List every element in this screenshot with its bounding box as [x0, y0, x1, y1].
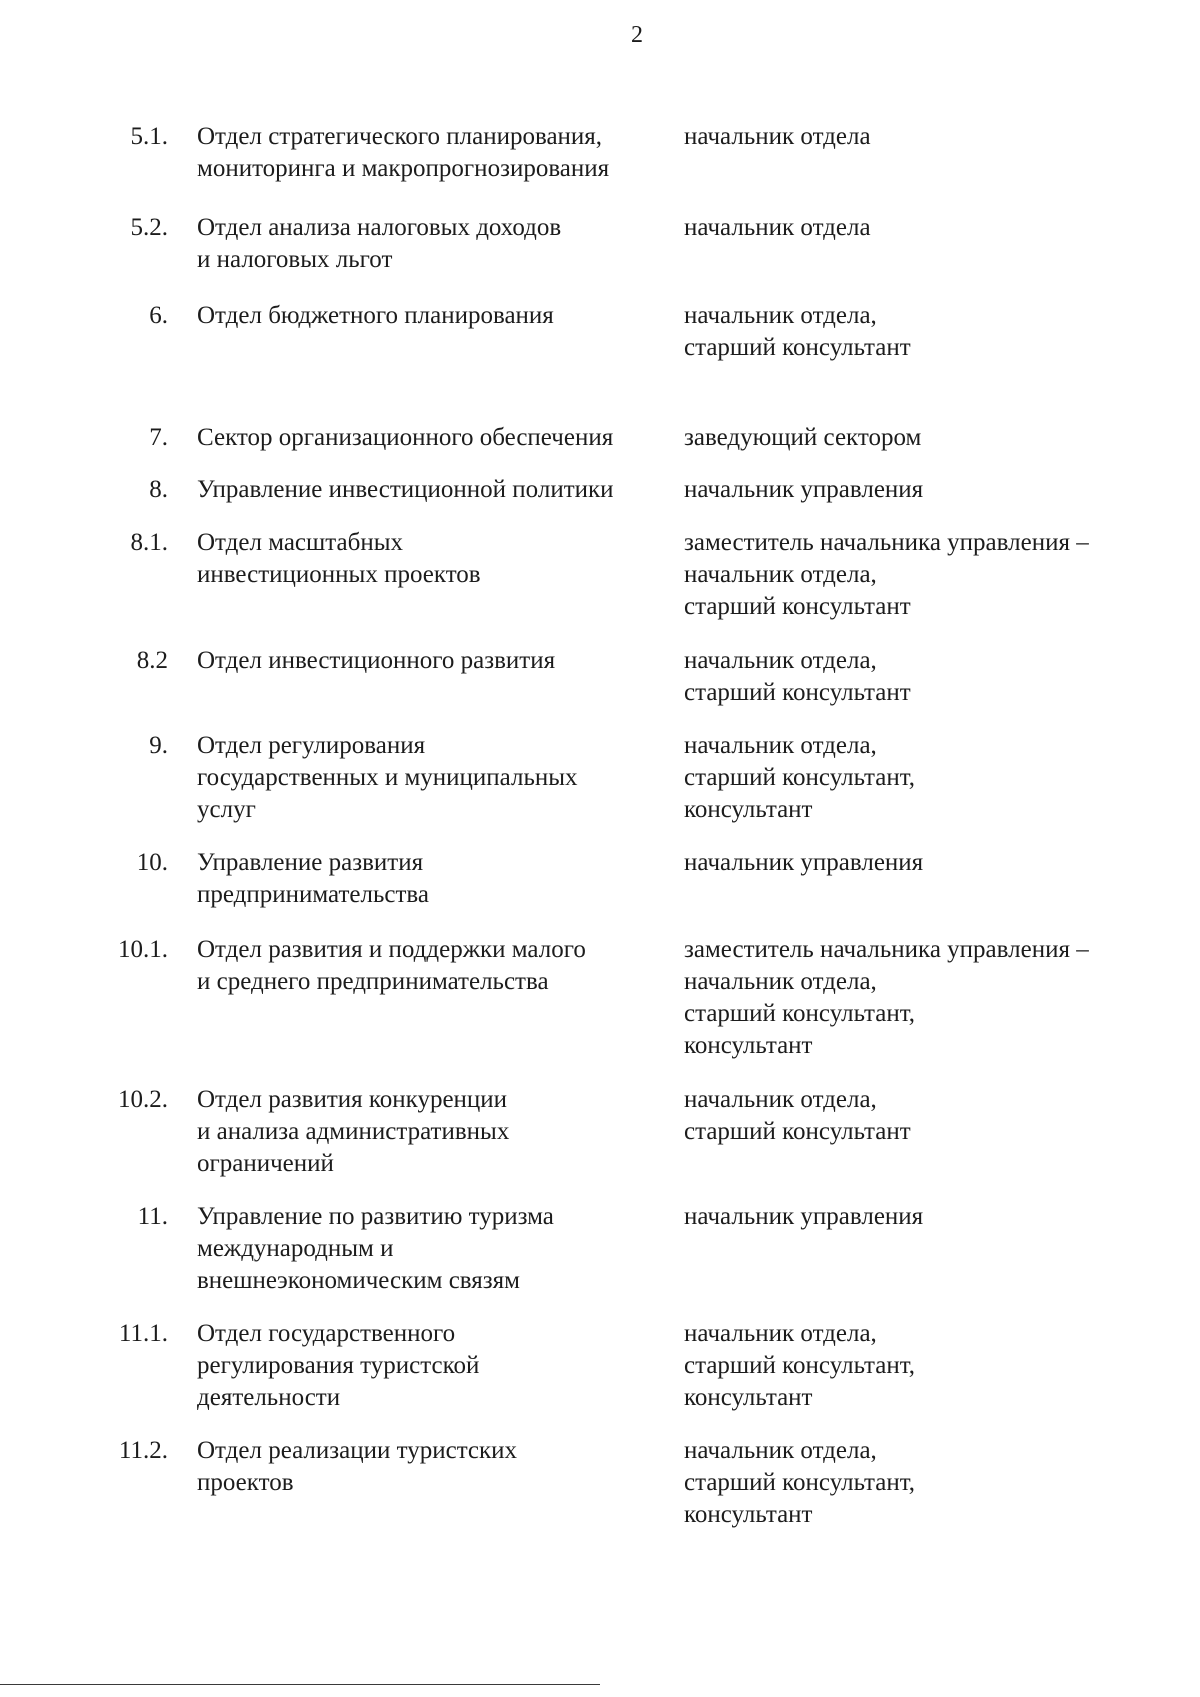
department-name: Отдел регулирования государственных и муниципальных услуг — [197, 732, 578, 823]
item-number: 11. — [137, 1203, 168, 1230]
item-number: 5.2. — [130, 214, 168, 241]
department-name: Сектор организационного обеспечения — [197, 424, 614, 451]
item-number: 8.1. — [130, 529, 168, 556]
department-name: Управление развития предпринимательства — [197, 849, 429, 908]
positions: заместитель начальника управления – начальник отдела, старший консультант, консультант — [684, 936, 1089, 1059]
item-number: 6. — [149, 302, 168, 329]
department-name: Управление инвестиционной политики — [197, 476, 614, 503]
department-name: Отдел государственного регулирования туристской деятельности — [197, 1320, 480, 1411]
department-name: Отдел бюджетного планирования — [197, 302, 554, 329]
item-number: 7. — [149, 424, 168, 451]
positions: начальник отдела, старший консультант, консультант — [684, 732, 916, 823]
department-name: Управление по развитию туризма международным и внешнеэкономическим связям — [197, 1203, 554, 1294]
positions: заведующий сектором — [684, 424, 922, 451]
item-number: 10.1. — [118, 936, 168, 963]
department-name: Отдел инвестиционного развития — [197, 647, 556, 674]
bottom-divider — [0, 1684, 600, 1685]
item-number: 11.2. — [118, 1437, 168, 1464]
item-number: 8.2 — [136, 647, 168, 674]
item-number: 10.2. — [118, 1086, 168, 1113]
item-number: 10. — [136, 849, 168, 876]
positions: начальник отдела — [684, 214, 871, 241]
positions: начальник отдела, старший консультант, консультант — [684, 1437, 916, 1528]
positions: начальник управления — [684, 476, 924, 503]
department-name: Отдел развития конкуренции и анализа административных ограничений — [197, 1086, 510, 1177]
positions: заместитель начальника управления – начальник отдела, старший консультант — [684, 529, 1089, 620]
page-number: 2 — [631, 22, 643, 48]
positions: начальник отдела — [684, 123, 871, 150]
department-name: Отдел анализа налоговых доходов и налоговых льгот — [197, 214, 562, 273]
item-number: 5.1. — [130, 123, 168, 150]
positions: начальник управления — [684, 1203, 924, 1230]
positions: начальник отдела, старший консультант — [684, 1086, 911, 1145]
department-name: Отдел масштабных инвестиционных проектов — [197, 529, 481, 588]
positions: начальник отдела, старший консультант, консультант — [684, 1320, 916, 1411]
department-name: Отдел развития и поддержки малого и среднего предпринимательства — [197, 936, 586, 995]
item-number: 9. — [149, 732, 168, 759]
department-name: Отдел реализации туристских проектов — [197, 1437, 518, 1496]
positions: начальник управления — [684, 849, 924, 876]
positions: начальник отдела, старший консультант — [684, 302, 911, 361]
item-number: 8. — [149, 476, 168, 503]
department-name: Отдел стратегического планирования, мониторинга и макропрогнозирования — [197, 123, 610, 182]
positions: начальник отдела, старший консультант — [684, 647, 911, 706]
item-number: 11.1. — [118, 1320, 168, 1347]
